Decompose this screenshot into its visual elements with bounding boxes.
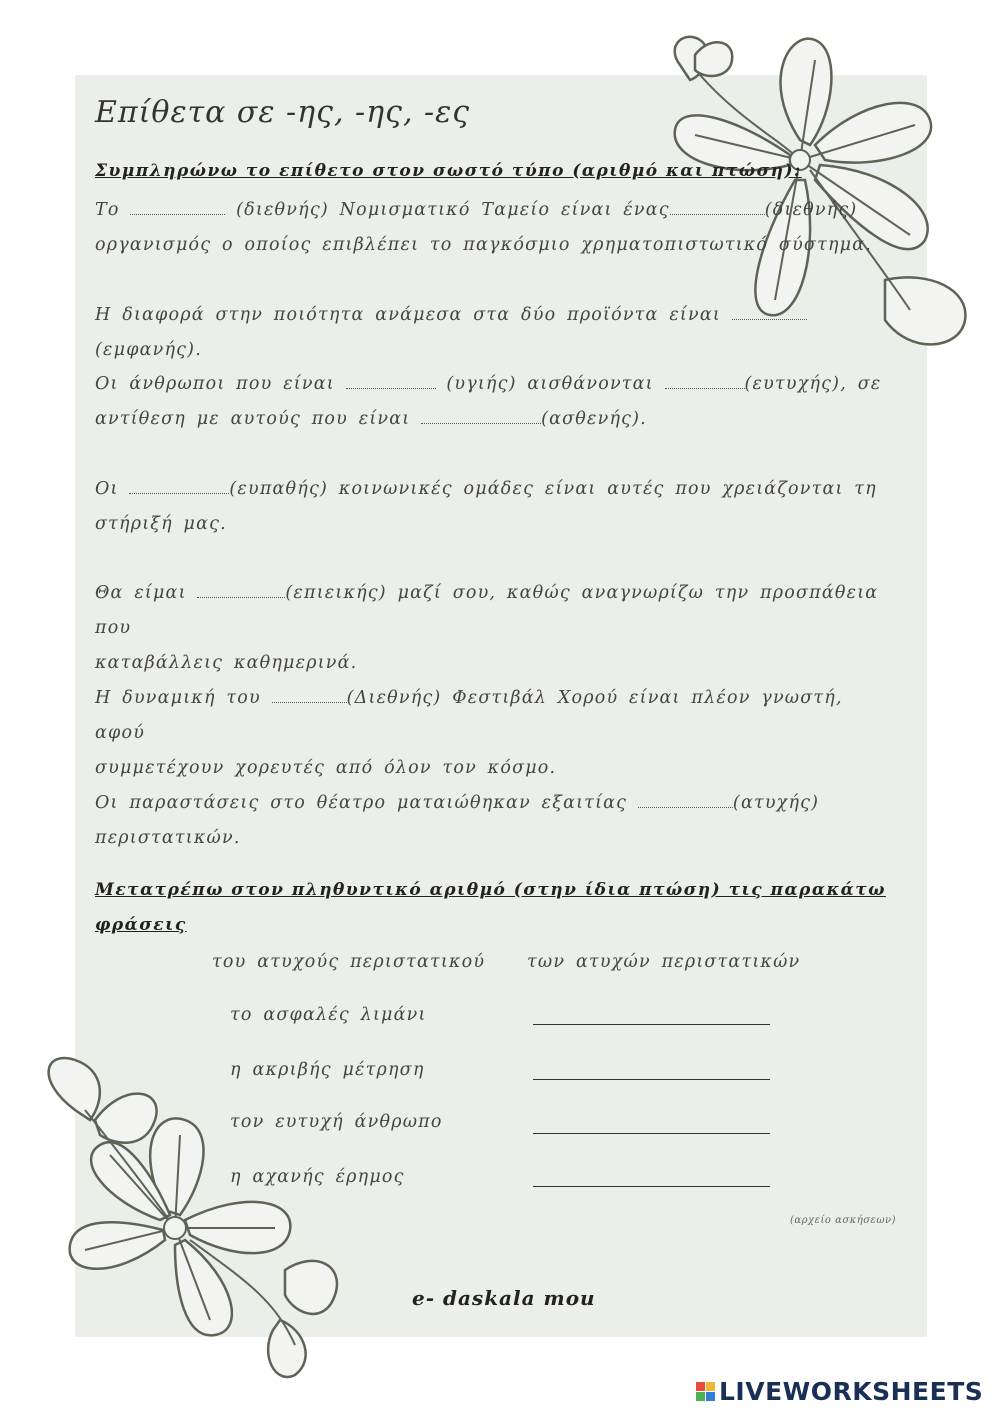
sentence-text: Οι παραστάσεις στο θέατρο ματαιώθηκαν εξαιτίας — [95, 793, 628, 813]
answer-line[interactable] — [533, 1024, 770, 1025]
sentence-text: περιστατικών. — [95, 828, 241, 848]
sentence-text: Η διαφορά στην ποιότητα ανάμεσα στα δύο προϊόντα είναι — [95, 305, 721, 325]
sentence-5 — [95, 576, 890, 681]
sentence-text: (διεθνής) — [764, 200, 858, 220]
liveworksheets-logo[interactable] — [696, 1377, 983, 1406]
sentence-text: (ευτυχής), σε — [744, 374, 882, 394]
fill-blank[interactable] — [197, 583, 285, 598]
example-plural: των ατυχών περιστατικών — [527, 952, 801, 972]
phrase-item: η αχανής έρημος — [230, 1167, 405, 1187]
fill-blank[interactable] — [130, 200, 225, 215]
example-singular: του ατυχούς περιστατικού — [212, 952, 486, 972]
section2-heading: Μετατρέπω στον πληθυντικό αριθμό (στην ίδια πτώση) τις παρακάτω — [95, 880, 886, 900]
sentence-text: (εμφανής). — [95, 340, 202, 360]
sentence-4 — [95, 472, 890, 542]
fill-blank[interactable] — [346, 374, 436, 389]
sentence-text: αντίθεση με αυτούς που είναι — [95, 409, 411, 429]
fill-blank[interactable] — [421, 409, 541, 424]
fill-blank[interactable] — [129, 479, 229, 494]
sentence-3 — [95, 367, 890, 437]
fill-blank[interactable] — [670, 200, 765, 215]
source-note: (αρχείο ασκήσεων) — [790, 1215, 897, 1226]
phrase-item: το ασφαλές λιμάνι — [230, 1005, 427, 1025]
answer-line[interactable] — [533, 1186, 770, 1187]
section1-heading: Συμπληρώνω το επίθετο στον σωστό τύπο (αριθμό και πτώση): — [95, 161, 802, 181]
section2-heading-continued: φράσεις — [95, 915, 187, 935]
signature: e- daskala mou — [412, 1286, 596, 1310]
sentence-text: Το — [95, 200, 120, 220]
sentence-text: (ευπαθής) κοινωνικές ομάδες είναι αυτές που χρειάζονται τη — [229, 479, 877, 499]
answer-line[interactable] — [533, 1133, 770, 1134]
brand-name: LIVEWORKSHEETS — [719, 1377, 984, 1406]
sentence-text: (υγιής) αισθάνονται — [446, 374, 654, 394]
phrase-item: τον ευτυχή άνθρωπο — [230, 1112, 443, 1132]
sentence-text: οργανισμός ο οποίος επιβλέπει το παγκόσμιο χρηματοπιστωτικό σύστημα. — [95, 235, 872, 255]
sentence-7 — [95, 786, 890, 856]
sentence-6 — [95, 681, 890, 786]
phrase-item: η ακριβής μέτρηση — [230, 1060, 425, 1080]
sentence-text: Θα είμαι — [95, 583, 187, 603]
worksheet-title: Επίθετα σε -ης, -ης, -ες — [95, 95, 471, 130]
sentence-text: Οι άνθρωποι που είναι — [95, 374, 335, 394]
sentence-text: Οι — [95, 479, 119, 499]
fill-blank[interactable] — [665, 374, 745, 389]
sentence-text: Η δυναμική του — [95, 688, 261, 708]
sentence-text: (ατυχής) — [732, 793, 820, 813]
liveworksheets-logo-icon — [696, 1382, 715, 1401]
fill-blank[interactable] — [638, 793, 733, 808]
answer-line[interactable] — [533, 1079, 770, 1080]
sentence-text: (Διεθνής) Φεστιβάλ Χορού είναι πλέον γνωστή, αφού — [95, 688, 843, 743]
sentence-text: (επιεικής) μαζί σου, καθώς αναγνωρίζω την προσπάθεια που — [95, 583, 879, 638]
sentence-text: στήριξή μας. — [95, 514, 227, 534]
sentence-text: (διεθνής) Νομισματικό Ταμείο είναι ένας — [236, 200, 670, 220]
fill-blank[interactable] — [272, 688, 347, 703]
sentence-text: (ασθενής). — [541, 409, 647, 429]
sentence-2 — [95, 298, 890, 368]
fill-blank[interactable] — [732, 305, 807, 320]
flower-decoration-bottom-icon — [15, 1050, 360, 1395]
sentence-1 — [95, 193, 890, 263]
sentence-text: συμμετέχουν χορευτές από όλον τον κόσμο. — [95, 758, 557, 778]
sentence-text: καταβάλλεις καθημερινά. — [95, 653, 358, 673]
